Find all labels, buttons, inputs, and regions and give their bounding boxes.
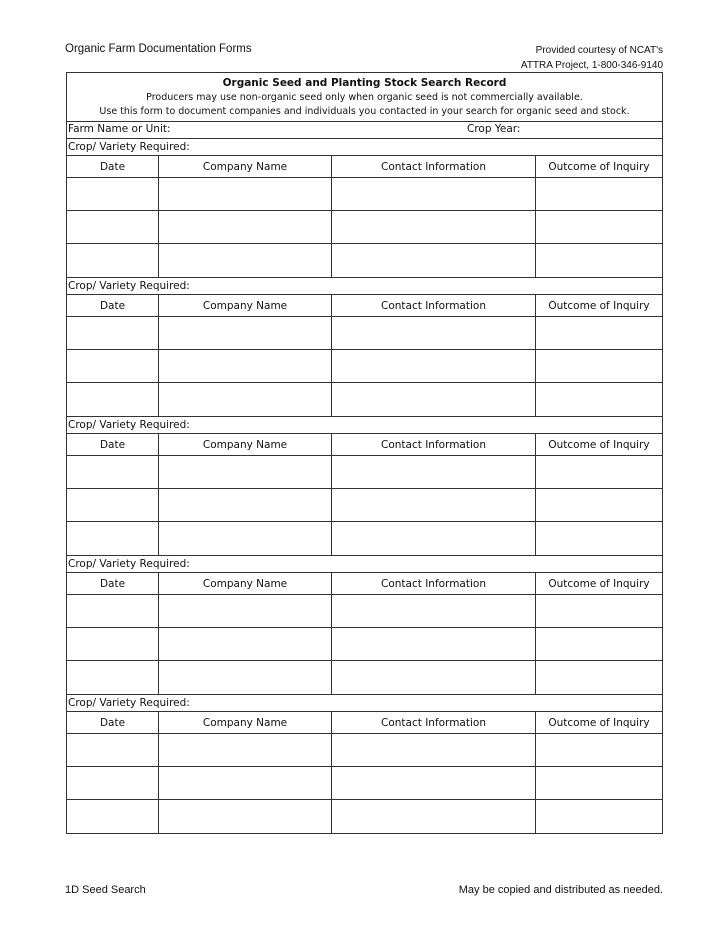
crop-section: [67, 556, 662, 695]
outcome-header: Outcome of Inquiry: [536, 295, 662, 317]
entry-cell[interactable]: [67, 383, 159, 416]
entry-cell[interactable]: [536, 456, 662, 489]
company-name-header: Company Name: [159, 295, 332, 317]
crop-year-label: Crop Year:: [467, 123, 521, 135]
date-header: Date: [67, 573, 159, 595]
entry-cell[interactable]: [536, 595, 662, 628]
entry-cell[interactable]: [67, 522, 159, 555]
form-title: Organic Seed and Planting Stock Search Record: [222, 77, 507, 89]
company-name-header: Company Name: [159, 573, 332, 595]
entry-row[interactable]: [67, 661, 662, 694]
contact-info-header: Contact Information: [332, 295, 536, 317]
entry-row[interactable]: [67, 767, 662, 800]
crop-sections: [67, 139, 662, 833]
column-header-row: [67, 573, 662, 595]
entry-cell[interactable]: [536, 489, 662, 522]
column-header-row: [67, 712, 662, 734]
entry-cell[interactable]: [67, 211, 159, 244]
entry-cell[interactable]: [332, 317, 536, 350]
entry-cell[interactable]: [332, 522, 536, 555]
entry-cell[interactable]: [332, 489, 536, 522]
entry-cell[interactable]: [67, 767, 159, 800]
entry-cell[interactable]: [332, 628, 536, 661]
entry-cell[interactable]: [332, 734, 536, 767]
entry-row[interactable]: [67, 456, 662, 489]
header-right-credit: [521, 43, 663, 73]
entry-cell[interactable]: [536, 800, 662, 833]
contact-info-header: Contact Information: [332, 434, 536, 456]
seed-search-form: [66, 72, 663, 834]
entry-cell[interactable]: [332, 178, 536, 211]
entry-cell[interactable]: [332, 661, 536, 694]
entry-cell[interactable]: [67, 595, 159, 628]
entry-cell[interactable]: [67, 489, 159, 522]
form-subtitle-1: Producers may use non-organic seed only when organic seed is not commercially available.: [146, 92, 583, 103]
header-left-title: Organic Farm Documentation Forms: [65, 43, 252, 55]
entry-cell[interactable]: [159, 595, 332, 628]
entry-cell[interactable]: [332, 211, 536, 244]
outcome-header: Outcome of Inquiry: [536, 156, 662, 178]
crop-section: [67, 417, 662, 556]
entry-cell[interactable]: [536, 767, 662, 800]
footer-right: May be copied and distributed as needed.: [458, 884, 663, 896]
entry-cell[interactable]: [67, 317, 159, 350]
entry-cell[interactable]: [332, 350, 536, 383]
entry-row[interactable]: [67, 178, 662, 211]
entry-cell[interactable]: [536, 317, 662, 350]
contact-info-header: Contact Information: [332, 712, 536, 734]
farm-info-row: [67, 122, 662, 139]
entry-cell[interactable]: [159, 350, 332, 383]
form-title-block: [67, 73, 662, 122]
entry-cell[interactable]: [67, 734, 159, 767]
date-header: Date: [67, 434, 159, 456]
entry-cell[interactable]: [159, 456, 332, 489]
entry-row[interactable]: [67, 489, 662, 522]
entry-rows: [67, 317, 662, 417]
entry-row[interactable]: [67, 244, 662, 277]
entry-cell[interactable]: [159, 661, 332, 694]
entry-cell[interactable]: [332, 456, 536, 489]
entry-cell[interactable]: [159, 383, 332, 416]
farm-name-label: Farm Name or Unit:: [68, 123, 171, 135]
outcome-header: Outcome of Inquiry: [536, 434, 662, 456]
entry-cell[interactable]: [536, 244, 662, 277]
entry-cell[interactable]: [159, 489, 332, 522]
crop-section: [67, 695, 662, 833]
crop-section: [67, 139, 662, 278]
entry-cell[interactable]: [159, 317, 332, 350]
entry-cell[interactable]: [332, 767, 536, 800]
outcome-header: Outcome of Inquiry: [536, 573, 662, 595]
entry-row[interactable]: [67, 628, 662, 661]
entry-cell[interactable]: [159, 178, 332, 211]
footer-left: 1D Seed Search: [65, 884, 146, 896]
entry-cell[interactable]: [536, 211, 662, 244]
entry-cell[interactable]: [536, 628, 662, 661]
entry-cell[interactable]: [536, 734, 662, 767]
entry-cell[interactable]: [536, 178, 662, 211]
company-name-header: Company Name: [159, 434, 332, 456]
entry-cell[interactable]: [159, 211, 332, 244]
entry-cell[interactable]: [67, 244, 159, 277]
entry-row[interactable]: [67, 350, 662, 383]
entry-cell[interactable]: [67, 628, 159, 661]
entry-cell[interactable]: [159, 800, 332, 833]
entry-row[interactable]: [67, 211, 662, 244]
date-header: Date: [67, 712, 159, 734]
entry-row[interactable]: [67, 522, 662, 555]
header-credit-line1: Provided courtesy of NCAT's: [535, 45, 663, 56]
entry-cell[interactable]: [536, 350, 662, 383]
entry-rows: [67, 595, 662, 695]
crop-variety-label: Crop/ Variety Required:: [67, 139, 662, 156]
entry-cell[interactable]: [159, 767, 332, 800]
entry-cell[interactable]: [536, 522, 662, 555]
entry-cell[interactable]: [67, 178, 159, 211]
company-name-header: Company Name: [159, 156, 332, 178]
entry-row[interactable]: [67, 383, 662, 416]
entry-row[interactable]: [67, 317, 662, 350]
entry-row[interactable]: [67, 800, 662, 833]
crop-section: [67, 278, 662, 417]
entry-rows: [67, 734, 662, 833]
crop-variety-label: Crop/ Variety Required:: [67, 695, 662, 712]
entry-cell[interactable]: [67, 456, 159, 489]
entry-cell[interactable]: [159, 734, 332, 767]
entry-cell[interactable]: [332, 244, 536, 277]
entry-cell[interactable]: [332, 383, 536, 416]
entry-row[interactable]: [67, 595, 662, 628]
contact-info-header: Contact Information: [332, 156, 536, 178]
entry-cell[interactable]: [332, 800, 536, 833]
form-subtitle-2: Use this form to document companies and individuals you contacted in your search for organic seed and stock.: [99, 106, 630, 117]
entry-cell[interactable]: [159, 522, 332, 555]
date-header: Date: [67, 156, 159, 178]
entry-cell[interactable]: [159, 244, 332, 277]
entry-row[interactable]: [67, 734, 662, 767]
crop-variety-label: Crop/ Variety Required:: [67, 556, 662, 573]
entry-cell[interactable]: [67, 800, 159, 833]
column-header-row: [67, 434, 662, 456]
crop-variety-label: Crop/ Variety Required:: [67, 417, 662, 434]
entry-rows: [67, 178, 662, 278]
entry-cell[interactable]: [536, 661, 662, 694]
entry-cell[interactable]: [67, 350, 159, 383]
column-header-row: [67, 295, 662, 317]
company-name-header: Company Name: [159, 712, 332, 734]
header-credit-line2: ATTRA Project, 1-800-346-9140: [520, 60, 663, 71]
entry-cell[interactable]: [536, 383, 662, 416]
entry-cell[interactable]: [67, 661, 159, 694]
outcome-header: Outcome of Inquiry: [536, 712, 662, 734]
entry-cell[interactable]: [159, 628, 332, 661]
crop-variety-label: Crop/ Variety Required:: [67, 278, 662, 295]
entry-rows: [67, 456, 662, 556]
entry-cell[interactable]: [332, 595, 536, 628]
contact-info-header: Contact Information: [332, 573, 536, 595]
column-header-row: [67, 156, 662, 178]
date-header: Date: [67, 295, 159, 317]
